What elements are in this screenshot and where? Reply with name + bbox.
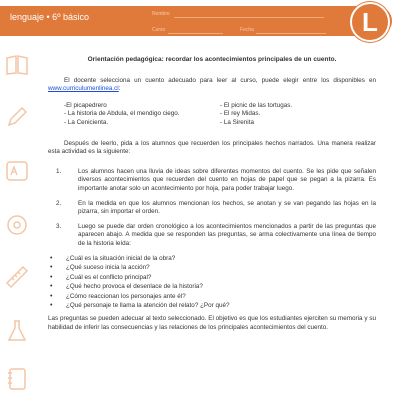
flask-icon	[4, 318, 30, 344]
steps-intro: Después de leerlo, pida a los alumnos que recuerden los principales hechos narrados. Una manera realizar esta actividad es la siguiente:	[48, 139, 376, 156]
book-icon	[4, 52, 30, 78]
book-item: - El rey Midas.	[220, 110, 261, 118]
abc-icon	[4, 158, 30, 184]
course-field-line	[168, 33, 223, 34]
bullet-icon: •	[50, 283, 53, 291]
date-field-line	[256, 33, 326, 34]
intro-text-end: :	[118, 85, 121, 93]
book-item: - El picnic de las tortugas.	[220, 101, 293, 109]
steps-list	[48, 168, 376, 249]
list-item	[48, 264, 376, 273]
list-item	[48, 255, 376, 264]
pencil-icon	[4, 104, 30, 130]
intro-paragraph	[48, 77, 376, 94]
question-text: ¿Qué personaje te llama la atención del relato? ¿Por qué?	[66, 302, 230, 310]
step-number: 2.	[56, 199, 62, 207]
list-item	[48, 293, 376, 302]
book-list	[64, 102, 376, 128]
question-text: ¿Cuál es el conflicto principal?	[66, 273, 152, 281]
question-text: ¿Cómo reaccionan los personajes ante él?	[66, 292, 186, 300]
intro-text: El docente selecciona un cuento adecuado para leer al curso, puede elegir entre los disponibles en	[64, 76, 376, 84]
atom-icon	[4, 212, 30, 238]
list-item	[48, 302, 376, 311]
question-text: ¿Cuál es la situación inicial de la obra?	[66, 254, 176, 262]
list-item	[48, 200, 376, 217]
questions-list	[48, 255, 376, 312]
list-item	[48, 223, 376, 249]
document-title: Orientación pedagógica: recordar los acontecimientos principales de un cuento.	[87, 56, 337, 63]
step-text: En la medida en que los alumnos mencionan los hechos, se anotan y se van pegando las hojas en la pizarra, sin importar el orden.	[78, 199, 376, 216]
book-item: -El picapedrero	[64, 101, 107, 109]
bullet-icon: •	[50, 273, 53, 281]
document-body	[48, 56, 376, 332]
book-list-left	[64, 102, 220, 128]
date-field-label: Fecha	[240, 27, 254, 33]
book-item: - La historia de Abdula, el mendigo ciego.	[64, 110, 180, 118]
step-text: Luego se puede dar orden cronológico a los acontecimientos mencionados a partir de las preguntas que aparecen abajo. A medida que se responden las preguntas, se arma colectivamente una línea de tiempo de la historia leída:	[78, 222, 376, 247]
list-item	[48, 274, 376, 283]
book-item: - La Cenicienta.	[64, 118, 109, 126]
book-list-right	[220, 102, 376, 128]
bullet-icon: •	[50, 292, 53, 300]
notebook-icon	[4, 366, 30, 392]
book-item: - La Sirenita	[220, 118, 254, 126]
bullet-icon: •	[50, 302, 53, 310]
ruler-icon	[4, 264, 30, 290]
step-number: 3.	[56, 222, 62, 230]
list-item	[48, 168, 376, 194]
bullet-icon: •	[50, 254, 53, 262]
course-field-label: Curso	[152, 27, 166, 33]
curriculum-link[interactable]: www.curriculumenlinea.cl	[48, 85, 119, 93]
list-item	[48, 283, 376, 292]
question-text: ¿Qué suceso inicia la acción?	[66, 264, 150, 272]
name-field-line	[174, 17, 324, 18]
closing-paragraph: Las preguntas se pueden adecuar al texto seleccionado. El objetivo es que los estudiantes ejerciten su memoria y su habilidad de inferir las consecuencias y las relaciones de los principales acontecimientos del cuento.	[48, 315, 376, 331]
step-number: 1.	[56, 167, 62, 175]
subject-title: lenguaje • 6º básico	[10, 12, 89, 22]
question-text: ¿Qué hecho provoca el desenlace de la historia?	[66, 283, 203, 291]
bullet-icon: •	[50, 264, 53, 272]
subject-logo: L	[350, 2, 390, 42]
worksheet-header	[0, 0, 400, 44]
step-text: Los alumnos hacen una lluvia de ideas sobre diferentes momentos del cuento. Se les pide que señalen diversos acontecimientos que recuerden del cuento en hojas de papel que se pegan a la pizarra. Es importante anotar solo un acontecimiento por hoja, para poder trabajar luego.	[78, 167, 376, 192]
name-field-label: Nombre	[152, 11, 170, 17]
